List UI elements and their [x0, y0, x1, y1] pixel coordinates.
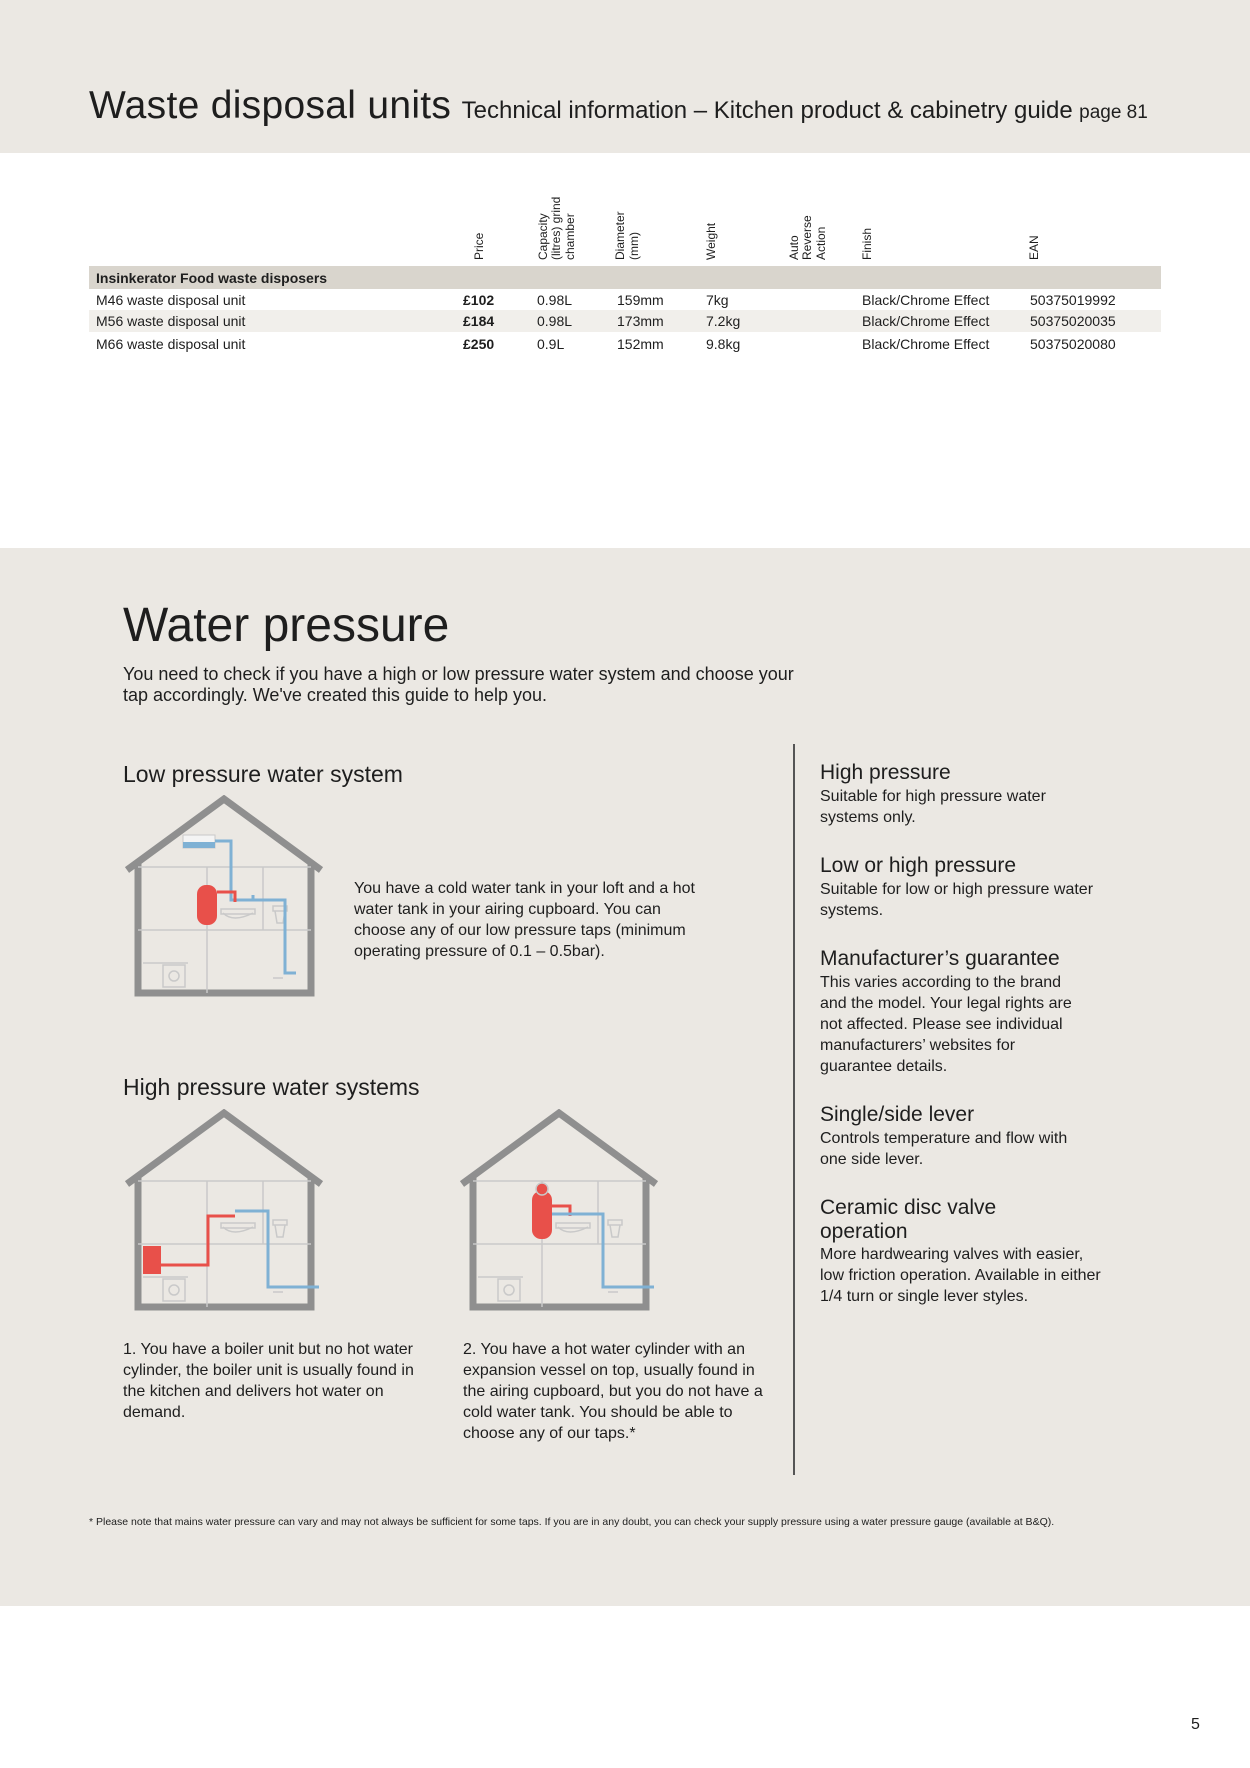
table-row [89, 333, 1161, 355]
title-page-ref: page 81 [1079, 102, 1148, 123]
column-divider [793, 744, 795, 1475]
feature-body-guarantee: This varies according to the brand and the model. Your legal rights are not affected. Please see individual manufacturers’ websites for guarantee details. [820, 974, 1072, 1075]
feature-body-high-pressure: Suitable for high pressure water systems only. [820, 788, 1046, 826]
high-pressure-case-1: 1. You have a boiler unit but no hot water cylinder, the boiler unit is usually found in the kitchen and delivers hot water on demand. [123, 1341, 414, 1421]
cell-ean: 50375020035 [1030, 313, 1116, 329]
cell-ean: 50375019992 [1030, 292, 1116, 308]
cell-diameter: 159mm [617, 292, 664, 308]
feature-body-low-or-high: Suitable for low or high pressure water systems. [820, 881, 1094, 919]
cell-finish: Black/Chrome Effect [862, 336, 990, 352]
page-number: 5 [1191, 1716, 1200, 1733]
feature-title-low-or-high: Low or high pressure [820, 854, 1017, 877]
cell-name: M56 waste disposal unit [96, 313, 246, 329]
feature-title-guarantee: Manufacturer’s guarantee [820, 947, 1060, 970]
high-pressure-title: High pressure water systems [123, 1074, 420, 1100]
header-band [0, 0, 1250, 153]
feature-body-single-lever: Controls temperature and flow with one side lever. [820, 1130, 1068, 1168]
cell-finish: Black/Chrome Effect [862, 313, 990, 329]
table-group-label: Insinkerator Food waste disposers [96, 270, 328, 286]
high-pressure-case-2: 2. You have a hot water cylinder with an expansion vessel on top, usually found in the airing cupboard, but you do not have a cold water tank. You should be able to choose any of our taps.* [463, 1341, 763, 1442]
water-pressure-intro: You need to check if you have a high or low pressure water system and choose your tap accordingly. We've created this guide to help you. [123, 664, 794, 705]
cell-diameter: 152mm [617, 336, 664, 352]
table-row [89, 289, 1161, 311]
cell-price: £184 [463, 313, 495, 329]
cell-finish: Black/Chrome Effect [862, 292, 990, 308]
feature-title-single-lever: Single/side lever [820, 1103, 975, 1126]
cell-capacity: 0.98L [537, 313, 573, 329]
feature-title-ceramic-disc: Ceramic disc valve operation [820, 1196, 997, 1243]
cell-diameter: 173mm [617, 313, 664, 329]
house-low-pressure-illustration [123, 795, 328, 1000]
cell-weight: 9.8kg [706, 336, 741, 352]
cell-name: M66 waste disposal unit [96, 336, 246, 352]
table-group-row [89, 266, 1161, 289]
title-main: Waste disposal units [89, 84, 452, 127]
table-row [89, 310, 1161, 332]
cell-name: M46 waste disposal unit [96, 292, 246, 308]
house-cylinder-illustration [458, 1109, 663, 1314]
cell-price: £102 [463, 292, 495, 308]
page-title [89, 84, 1148, 128]
feature-title-high-pressure: High pressure [820, 761, 951, 784]
cell-weight: 7kg [706, 292, 729, 308]
title-subtitle: Technical information – Kitchen product & cabinetry guide [461, 97, 1073, 124]
water-pressure-title: Water pressure [123, 599, 450, 652]
cell-price: £250 [463, 336, 495, 352]
cell-ean: 50375020080 [1030, 336, 1116, 352]
cell-capacity: 0.98L [537, 292, 573, 308]
house-boiler-illustration [123, 1109, 328, 1314]
footnote: * Please note that mains water pressure can vary and may not always be sufficient for some taps. If you are in any doubt, you can check your supply pressure using a water pressure gauge (available at B&Q). [89, 1516, 1055, 1528]
low-pressure-title: Low pressure water system [123, 761, 403, 787]
cell-weight: 7.2kg [706, 313, 741, 329]
cell-capacity: 0.9L [537, 336, 565, 352]
low-pressure-text: You have a cold water tank in your loft and a hot water tank in your airing cupboard. You can choose any of our low pressure taps (minimum operating pressure of 0.1 – 0.5bar). [354, 880, 695, 960]
feature-body-ceramic-disc: More hardwearing valves with easier, low friction operation. Available in either 1/4 turn or single lever styles. [820, 1246, 1101, 1305]
